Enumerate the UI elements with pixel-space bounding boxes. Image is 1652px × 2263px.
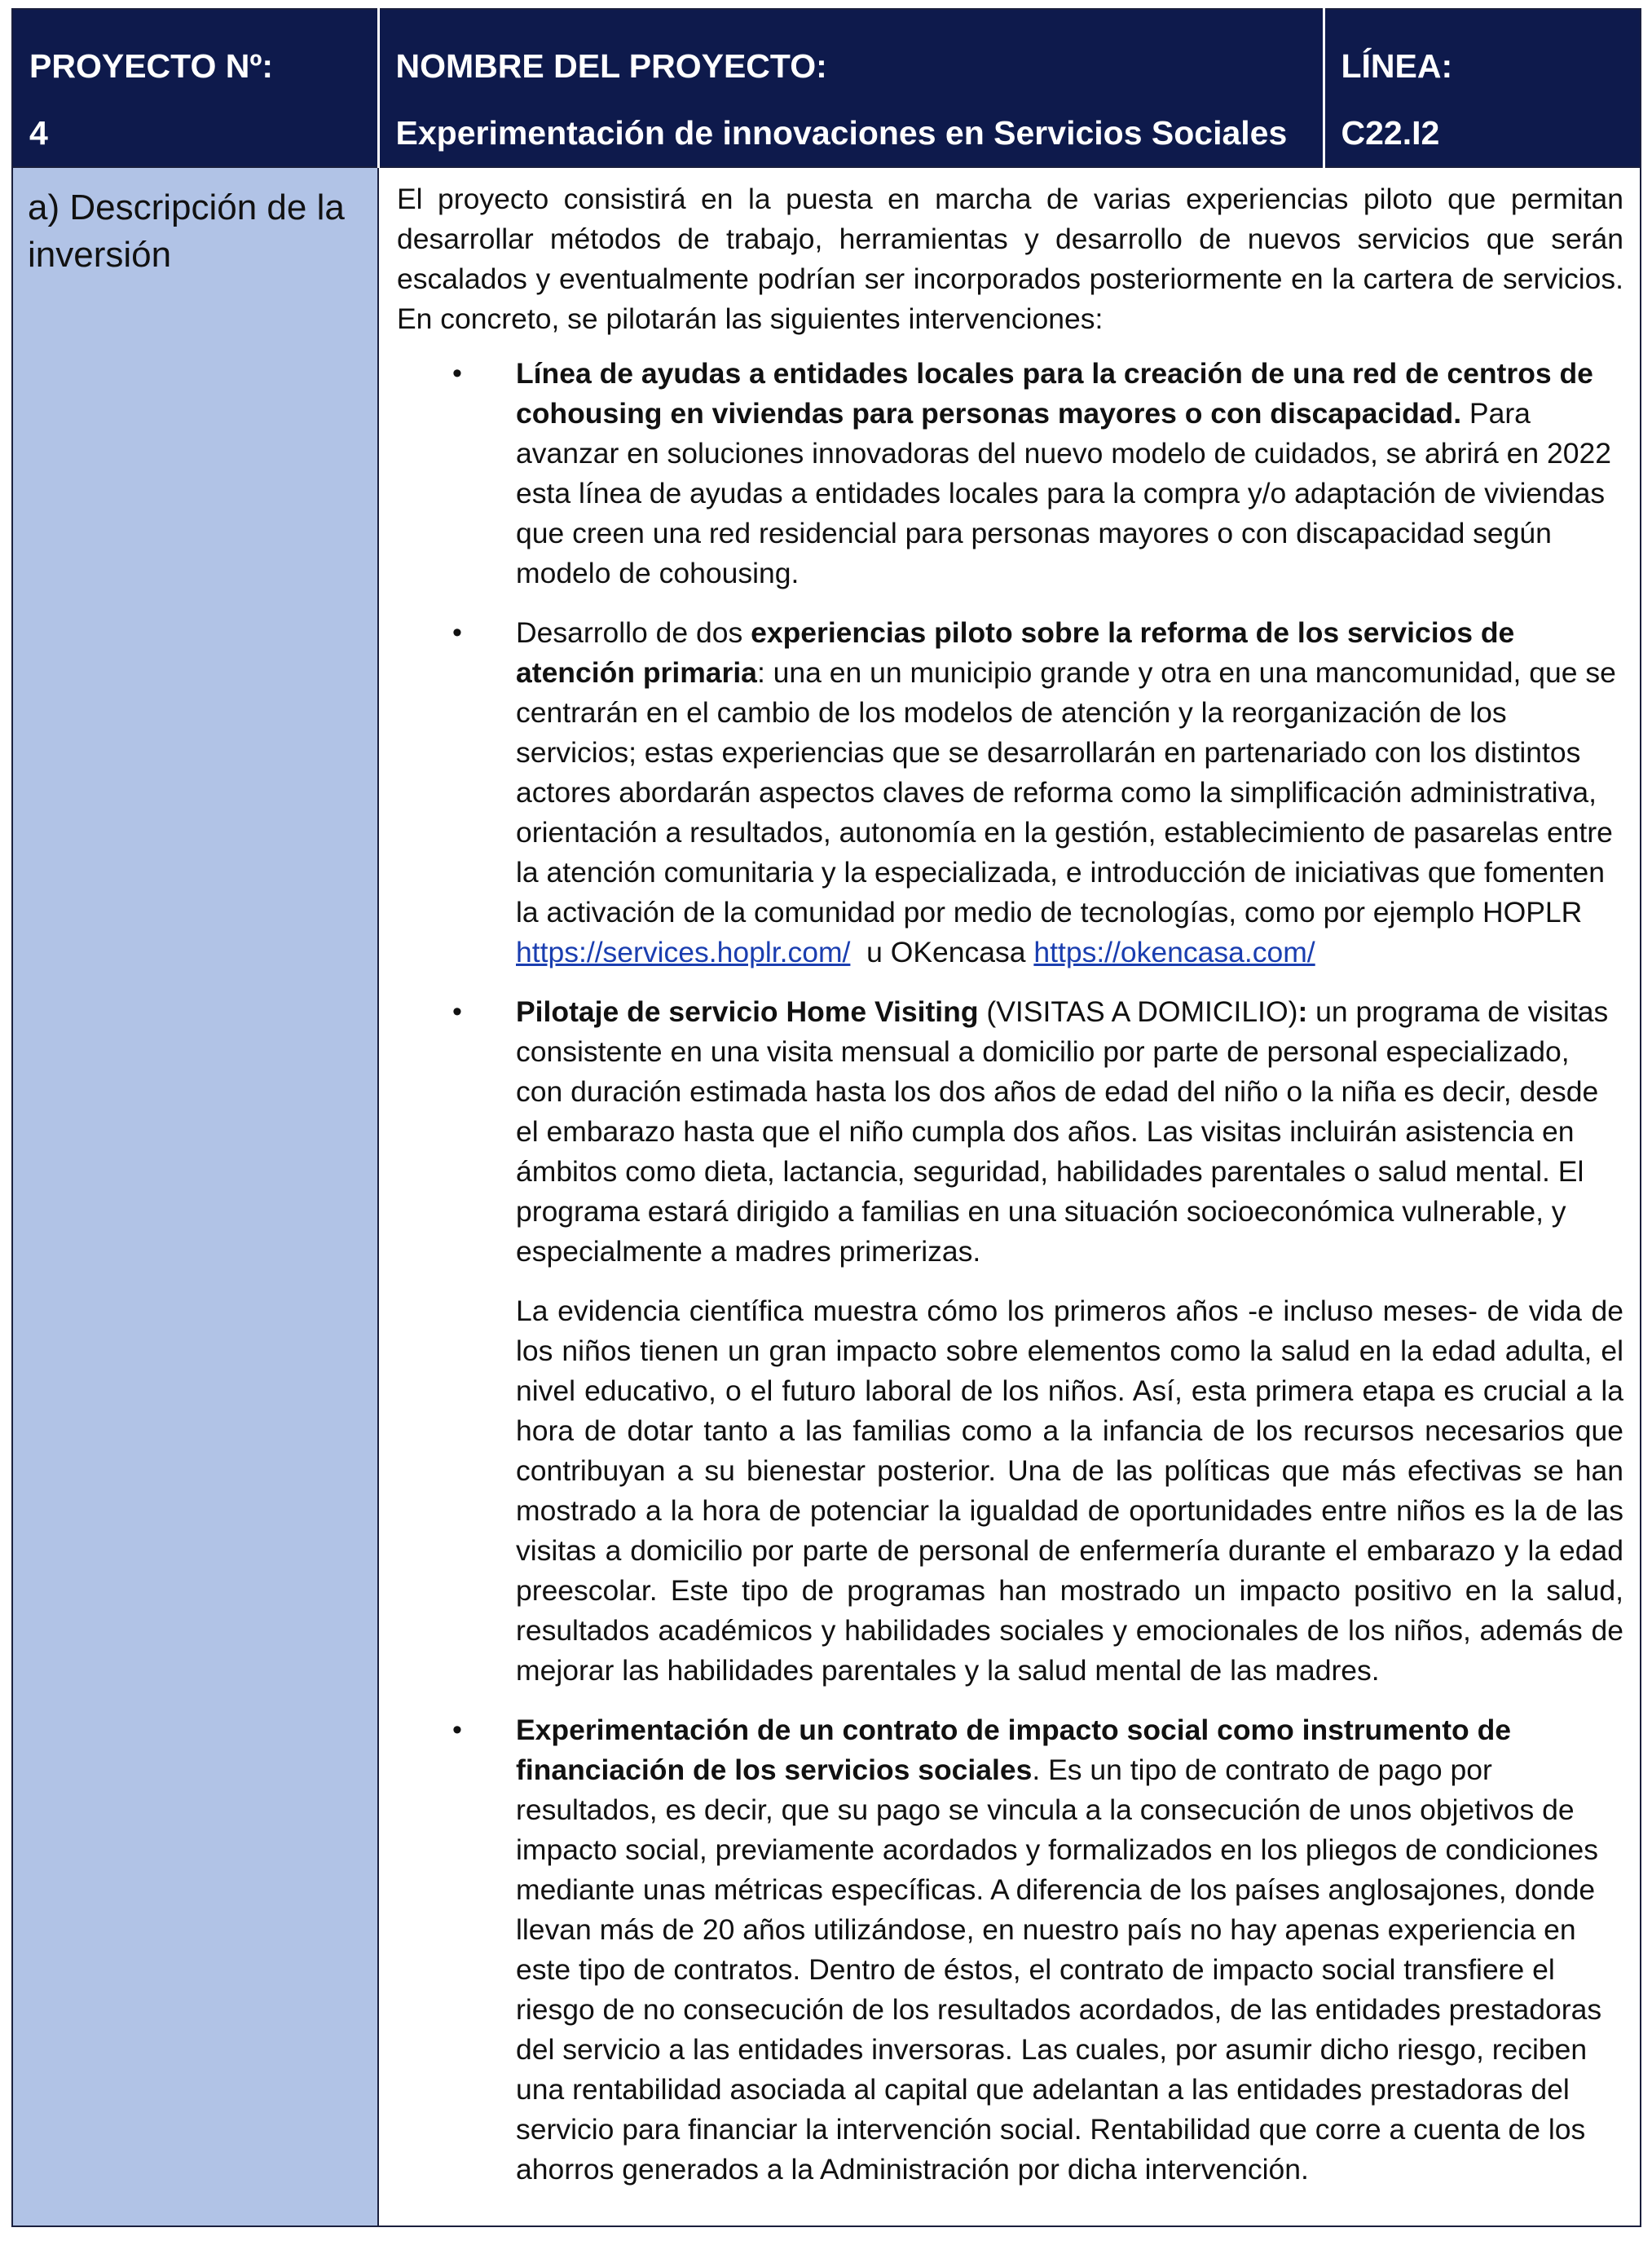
item-prefix: Desarrollo de dos bbox=[516, 616, 751, 649]
item-body: Para avanzar en soluciones innovadoras del nuevo modelo de cuidados, se abrirá en 2022 esta línea de ayudas a entidades locales para la compra y/o adaptación de viviendas que creen una red residencial para personas mayores o con discapacidad según modelo de cohousing. bbox=[516, 397, 1611, 589]
item-parenthetical: (VISITAS A DOMICILIO) bbox=[978, 995, 1298, 1028]
item-text bbox=[516, 992, 1623, 1272]
project-number-label: PROYECTO Nº: bbox=[29, 47, 273, 85]
line-label: LÍNEA: bbox=[1341, 47, 1453, 85]
section-content-cell bbox=[378, 167, 1641, 2226]
project-name-value: Experimentación de innovaciones en Servicios Sociales bbox=[395, 114, 1288, 152]
okencasa-link[interactable]: https://okencasa.com/ bbox=[1033, 936, 1315, 968]
item-bold-title: Línea de ayudas a entidades locales para la creación de una red de centros de cohousing en viviendas para personas mayores o con discapacidad. bbox=[516, 357, 1593, 430]
project-sheet bbox=[11, 8, 1640, 2227]
list-item-primary-care bbox=[397, 613, 1623, 973]
item-bold-title: experiencias piloto sobre la reforma de los servicios de atención primaria bbox=[516, 616, 1515, 689]
item-bold-title: Experimentación de un contrato de impacto social como instrumento de financiación de los servicios sociales bbox=[516, 1714, 1512, 1786]
bullet-icon: • bbox=[452, 996, 462, 1027]
description-row bbox=[12, 167, 1641, 2226]
item-body: . Es un tipo de contrato de pago por resultados, es decir, que su pago se vincula a la consecución de unos objetivos de impacto social, previamente acordados y formalizados en los pliegos de condiciones mediante unas métricas específicas. A diferencia de los países anglosajones, donde llevan más de 20 años utilizándose, en nuestro país no hay apenas experiencia en este tipo de contratos. Dentro de éstos, el contrato de impacto social transfiere el riesgo de no consecución de los resultados acordados, de las entidades prestadoras del servicio a las entidades inversoras. Las cuales, por asumir dicho riesgo, reciben una rentabilidad asociada al capital que adelantan a las entidades prestadoras del servicio para financiar la intervención social. Rentabilidad que corre a cuenta de los ahorros generados a la Administración por dicha intervención. bbox=[516, 1753, 1602, 2186]
project-name-label: NOMBRE DEL PROYECTO: bbox=[395, 47, 827, 85]
intro-paragraph: El proyecto consistirá en la puesta en marcha de varias experiencias piloto que permitan desarrollar métodos de trabajo, herramientas y desarrollo de nuevos servicios que serán escalados y eventualmente podrían ser incorporados posteriormente en la cartera de servicios. En concreto, se pilotarán las siguientes intervenciones: bbox=[397, 183, 1623, 335]
item-connector: u OKencasa bbox=[850, 936, 1034, 968]
list-item-cohousing bbox=[397, 354, 1623, 593]
bullet-icon: • bbox=[452, 617, 462, 648]
hoplr-link[interactable]: https://services.hoplr.com/ bbox=[516, 936, 851, 968]
bullet-icon: • bbox=[452, 1714, 462, 1745]
list-item-social-impact-contract bbox=[397, 1710, 1623, 2190]
item-text bbox=[516, 354, 1623, 593]
list-item-home-visiting bbox=[397, 992, 1623, 1691]
item-colon: : bbox=[1297, 995, 1308, 1028]
section-label-cell bbox=[12, 167, 378, 2226]
item-body: un programa de visitas consistente en una visita mensual a domicilio por parte de personal especializado, con duración estimada hasta los dos años de edad del niño o la niña es decir, desde el embarazo hasta que el niño cumpla dos años. Las visitas incluirán asistencia en ámbitos como dieta, lactancia, seguridad, habilidades parentales o salud mental. El programa estará dirigido a familias en una situación socioeconómica vulnerable, y especialmente a madres primerizas. bbox=[516, 995, 1609, 1268]
item-text bbox=[516, 1710, 1623, 2190]
project-name-cell bbox=[378, 9, 1324, 167]
section-label: a) Descripción de la inversión bbox=[28, 187, 345, 275]
header-row bbox=[12, 9, 1641, 167]
project-number-value: 4 bbox=[29, 114, 48, 152]
item-bold-title: Pilotaje de servicio Home Visiting bbox=[516, 995, 979, 1028]
item-text bbox=[516, 613, 1623, 973]
line-value: C22.I2 bbox=[1341, 114, 1440, 152]
project-number-cell bbox=[12, 9, 378, 167]
item-body: : una en un municipio grande y otra en una mancomunidad, que se centrarán en el cambio de los modelos de atención y la reorganización de los servicios; estas experiencias que se desarrollarán en partenariado con los distintos actores abordarán aspectos claves de reforma como la simplificación administrativa, orientación a resultados, autonomía en la gestión, establecimiento de pasarelas entre la atención comunitaria y la especializada, e introducción de iniciativas que fomenten la activación de la comunidad por medio de tecnologías, como por ejemplo HOPLR bbox=[516, 656, 1616, 929]
line-cell bbox=[1324, 9, 1641, 167]
item-extra-paragraph: La evidencia científica muestra cómo los primeros años -e incluso meses- de vida de los niños tienen un gran impacto sobre elementos como la salud en la edad adulta, el nivel educativo, o el futuro laboral de los niños. Así, esta primera etapa es crucial a la hora de dotar tanto a las familias como a la infancia de los recursos necesarios que contribuyan a su bienestar posterior. Una de las políticas que más efectivas se han mostrado a la hora de potenciar la igualdad de oportunidades entre niños es la de las visitas a domicilio por parte de personal de enfermería durante el embarazo y la edad preescolar. Este tipo de programas han mostrado un impacto positivo en la salud, resultados académicos y habilidades sociales y emocionales de los niños, además de mejorar las habilidades parentales y la salud mental de las madres. bbox=[516, 1295, 1623, 1687]
project-table bbox=[11, 8, 1641, 2227]
bullet-icon: • bbox=[452, 358, 462, 389]
